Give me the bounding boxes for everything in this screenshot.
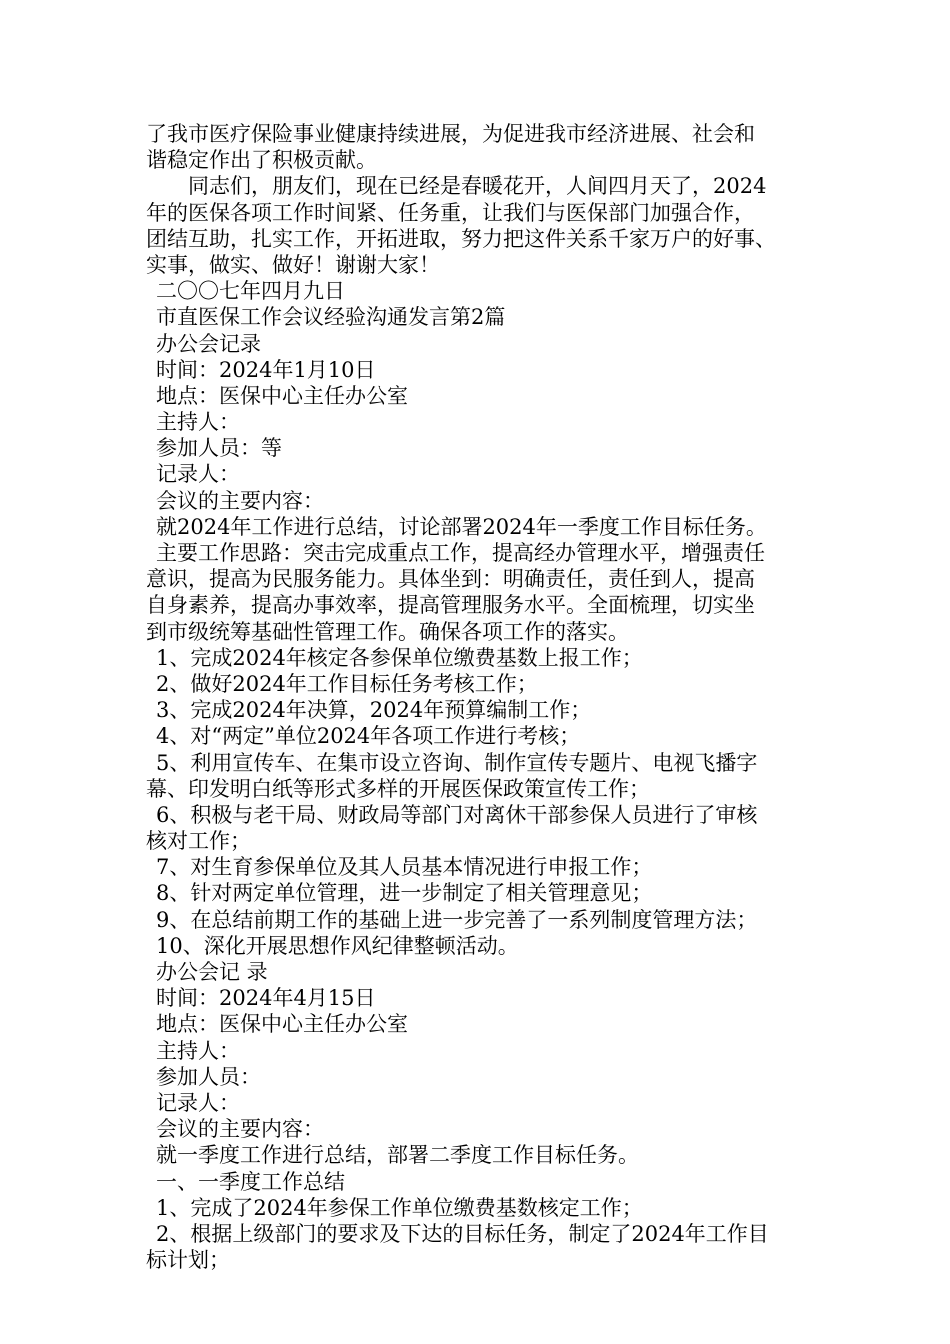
document-body (146, 121, 811, 1273)
text-line: 就一季度工作进行总结，部署二季度工作目标任务。 (156, 1143, 639, 1168)
date-line: 二〇〇七年四月九日 (156, 279, 345, 304)
meeting-location: 地点：医保中心主任办公室 (156, 1012, 408, 1037)
text-line: 意识，提高为民服务能力。具体坐到：明确责任，责任到人，提高 (146, 567, 755, 592)
section-heading: 一、一季度工作总结 (156, 1169, 345, 1194)
list-item: 9、在总结前期工作的基础上进一步完善了一系列制度管理方法； (156, 907, 758, 932)
record-heading: 办公会记录 (156, 331, 261, 356)
meeting-attendees: 参加人员：等 (156, 436, 282, 461)
meeting-time: 时间：2024年1月10日 (156, 357, 376, 382)
list-item: 8、针对两定单位管理，进一步制定了相关管理意见； (156, 881, 653, 906)
section-title: 市直医保工作会议经验沟通发言第2篇 (156, 305, 506, 330)
list-item: 7、对生育参保单位及其人员基本情况进行申报工作； (156, 855, 653, 880)
list-item-continued: 幕、印发明白纸等形式多样的开展医保政策宣传工作； (146, 776, 650, 801)
record-heading: 办公会记 录 (156, 960, 268, 984)
meeting-recorder: 记录人： (156, 462, 240, 487)
list-item: 3、完成2024年决算，2024年预算编制工作； (156, 698, 592, 723)
text-line: 到市级统筹基础性管理工作。确保各项工作的落实。 (146, 619, 629, 644)
meeting-time: 时间：2024年4月15日 (156, 986, 376, 1011)
list-item: 5、利用宣传车、在集市设立咨询、制作宣传专题片、电视飞播字 (156, 750, 758, 775)
meeting-attendees: 参加人员： (156, 1064, 261, 1089)
text-line: 谐稳定作出了积极贡献。 (146, 148, 377, 173)
meeting-recorder: 记录人： (156, 1090, 240, 1115)
text-line: 主要工作思路：突击完成重点工作，提高经办管理水平，增强责任 (156, 541, 765, 565)
meeting-content-label: 会议的主要内容： (156, 488, 324, 513)
text-line: 了我市医疗保险事业健康持续进展，为促进我市经济进展、社会和 (146, 122, 755, 146)
meeting-host: 主持人： (156, 1038, 240, 1063)
text-line: 年的医保各项工作时间紧、任务重，让我们与医保部门加强合作， (146, 200, 755, 225)
list-item-continued: 标计划； (146, 1248, 230, 1273)
text-line: 自身素养，提高办事效率，提高管理服务水平。全面梳理，切实坐 (146, 593, 755, 618)
meeting-content-label: 会议的主要内容： (156, 1117, 324, 1142)
text-line: 就2024年工作进行总结，讨论部署2024年一季度工作目标任务。 (156, 514, 767, 539)
list-item: 10、深化开展思想作风纪律整顿活动。 (156, 933, 519, 958)
list-item: 2、做好2024年工作目标任务考核工作； (156, 671, 538, 696)
text-line: 同志们，朋友们，现在已经是春暖花开，人间四月天了，2024 (188, 174, 767, 199)
meeting-host: 主持人： (156, 410, 240, 435)
list-item: 4、对“两定”单位2024年各项工作进行考核； (156, 724, 581, 749)
list-item: 2、根据上级部门的要求及下达的目标任务，制定了2024年工作目 (156, 1221, 769, 1246)
text-line: 团结互助，扎实工作，开拓进取，努力把这件关系千家万户的好事、 (146, 226, 776, 251)
meeting-location: 地点：医保中心主任办公室 (156, 383, 408, 408)
list-item: 1、完成了2024年参保工作单位缴费基数核定工作； (156, 1195, 643, 1220)
text-line: 实事，做实、做好！谢谢大家！ (146, 252, 440, 277)
list-item: 6、积极与老干局、财政局等部门对离休干部参保人员进行了审核 (156, 802, 758, 827)
list-item-continued: 核对工作； (146, 829, 251, 854)
list-item: 1、完成2024年核定各参保单位缴费基数上报工作； (156, 645, 643, 670)
